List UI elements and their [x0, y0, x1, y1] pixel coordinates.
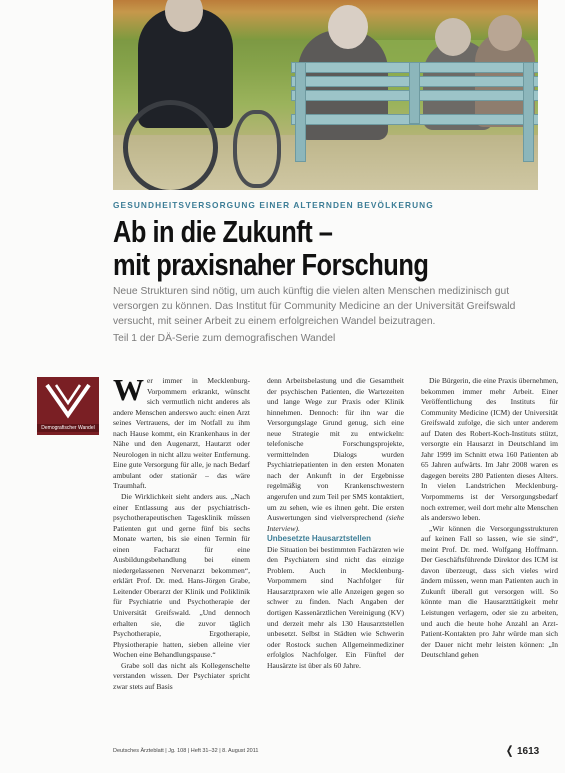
article-title-line-1: Ab in die Zukunft –	[113, 214, 333, 249]
column-2	[267, 376, 404, 671]
paragraph: „Wir können die Versorgungsstrukturen auf keinen Fall so lassen, wie sie sind“, meint Prof. Dr. med. Wolfgang Hoffmann. Der Geschäftsführende Direktor des ICM ist davon überzeugt, dass sich vieles wird ändern müssen, wenn man Patienten auch in Zukunft überall gut versorgen will. So könnte man die Hausarzttätigkeit mehr Leistungen verlagern, oder sie zu arbeiten, und auch die heute hohe Anzahl an Arzt-Patient-Kontakten pro Jahr würde man sich der Dauer nicht mehr leisten können: „In Deutschland gehen	[421, 523, 558, 660]
paragraph: denn Arbeitsbelastung und die Gesamtheit der psychischen Patienten, die Wartezeiten und lange Wege zur Praxis oder Klinik hinnehmen. Dennoch: für ihn war die Versorgungslage Grund genug, sich eine neue Strategie mit zu entwickeln: telefonische Forschungsprojekte, vermittelnden Dialogs wurden Psychiatriepatienten in den ersten Monaten nach der Ankunft in der Ergebnisse regelmäßig von Krankenschwestern angerufen und zum Teil per SMS kontaktiert, um zu sehen, wie es ihnen geht. Die ersten Auswertungen sind vielversprechend (siehe Interview).	[267, 376, 404, 533]
paragraph: Wer immer in Mecklenburg-Vorpommern erkrankt, wünscht sich vermutlich nicht anderes als andere Menschen anderswo auch: einen Arzt seines Vertrauens, der im Notfall zu ihm nach Hause kommt, ein Krankenhaus in der Nähe und den Augenarzt, Hautarzt oder Neurologen in nicht allzu weiter Entfernung. Eine gute Versorgung für alle, je nach Bedarf ambulant oder stationär – das wäre Traumhaft.	[113, 372, 250, 491]
dropcap: W	[113, 372, 144, 407]
photo-head	[435, 18, 471, 56]
photo-head	[488, 15, 522, 51]
paragraph: Grabe soll das nicht als Kollegenschelte verstanden wissen. Der Psychiater spricht zwar stets auf Basis	[113, 660, 250, 691]
column-3	[421, 376, 558, 661]
arrow-icon: ❬	[505, 745, 515, 757]
lead-series-note: Teil 1 der DÄ-Serie zum demografischen Wandel	[113, 333, 336, 344]
article-title-line-2: mit praxisnaher Forschung	[113, 247, 429, 282]
paragraph: Die Situation bei bestimmten Fachärzten wie den Psychiatern sind nicht das einzige Problem. Auch in Mecklenburg-Vorpommern sind Nachfolger für Hausarztpraxen wie alle Anzeigen gegen so schwer zu finden. Nach Angaben der dortigen Kassenärztlichen Vereinigung (KV) und derzeit mehr als 130 Hausarztstellen unbesetzt. Selbst in Städten wie Schwerin oder Rostock suchen Allgemeinmediziner erfolglos Nachfolger. Ein Fünftel der Hausärzte ist über als 60 Jahre.	[267, 544, 404, 670]
photo-wheelchair-wheel-small	[233, 110, 281, 188]
article-title	[113, 215, 474, 281]
photo-bench	[291, 62, 538, 162]
page-number: ❬ 1613	[505, 745, 540, 757]
lead-text: Neue Strukturen sind nötig, um auch künftig die vielen alten Menschen medizinisch gut versorgen zu können. Das Institut für Community Medicine an der Universität Greifswald versucht, mit seiner Arbeit zu einem erfolgreichen Wandel beizutragen.	[113, 286, 516, 327]
photo-wheelchair-wheel	[123, 100, 218, 190]
column-1	[113, 372, 250, 692]
demography-logo-icon	[45, 381, 91, 419]
article-lead	[113, 284, 553, 346]
article-kicker: GESUNDHEITSVERSORGUNG EINER ALTERNDEN BEVÖLKERUNG	[113, 200, 434, 210]
series-badge	[37, 377, 99, 435]
paragraph: Die Wirklichkeit sieht anders aus. „Nach einer Entlassung aus der psychiatrisch-psychotherapeutischen Tagesklinik müssen Patienten gut und gerne fünf bis sechs Monate warten, bis sie einen Termin für einen Facharzt für eine Ausbildungsbehandlung bei einem niedergelassenen Nervenarzt bekommen“, erklärt Prof. Dr. med. Hans-Jörgen Grabe, Leitender Oberarzt der Klinik und Poliklinik für Psychiatrie und Psychotherapie der Universität Greifswald. „Und dennoch erhalten sie, die zuvor täglich Psychotherapie, Ergotherapie, Physiotherapie hatten, sieben alleine vier Wochen eine Behandlungspause.“	[113, 492, 250, 660]
section-subhead: Unbesetzte Hausarztstellen	[267, 534, 372, 544]
paragraph: Die Bürgerin, die eine Praxis übernehmen, bekommen immer mehr Arbeit. Einer Veröffentlichung des Instituts für Community Medicine (ICM) der Universität Greifswald zufolge, die sich unter anderem auf Daten des Robert-Koch-Instituts stützt, versorgte ein Hausarzt in Deutschland im Jahr 1999 im Schnitt etwa 160 Patienten ab 65 Jahren aufwärts. Im Jahr 2008 waren es dagegen bereits 280 Patienten dieses Alters. In vielen Landstrichen Mecklenburg-Vorpommerns ist der Versorgungsbedarf noch extremer, weil dort mehr alte Menschen als anderswo leben.	[421, 376, 558, 523]
page-footer: Deutsches Ärzteblatt | Jg. 108 | Heft 31–32 | 8. August 2011	[113, 748, 259, 754]
series-badge-label: Demografischer Wandel	[37, 424, 99, 432]
interview-reference: (siehe Interview).	[267, 513, 404, 533]
article-photo	[113, 0, 538, 190]
photo-head	[328, 5, 368, 49]
